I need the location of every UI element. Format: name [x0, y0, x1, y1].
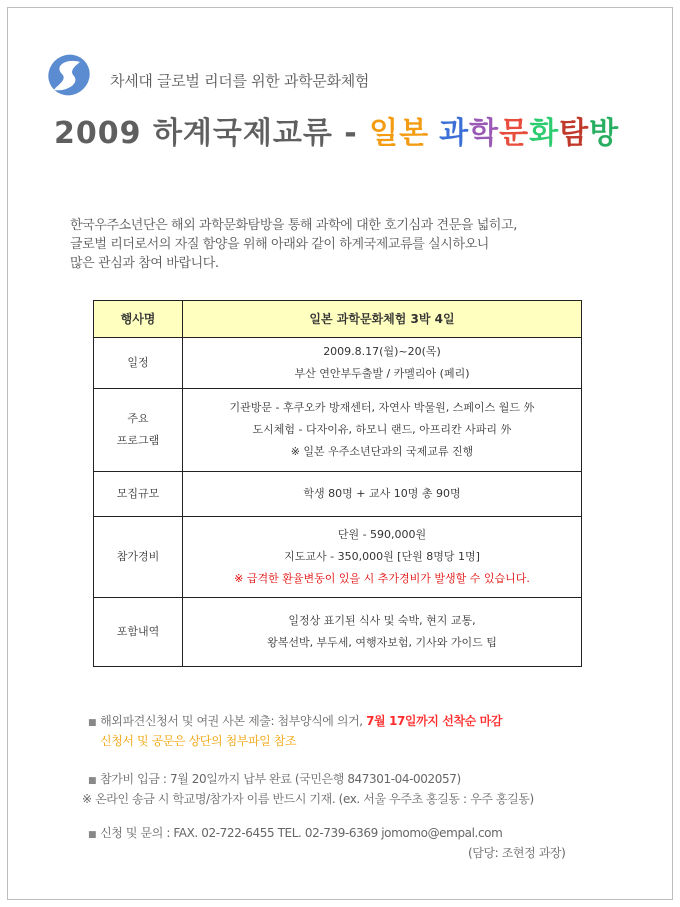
row-value-line: 부산 연안부두출발 / 카멜리아 (페리) — [294, 367, 470, 380]
row-label-line: 프로그램 — [116, 434, 160, 447]
row-value-line: ※ 급격한 환율변동이 있을 시 추가경비가 발생할 수 있습니다. — [234, 572, 530, 585]
title-prefix: 2009 하계국제교류 - — [54, 116, 370, 151]
contact-person: (담당: 조현정 과장) — [468, 846, 566, 860]
row-label — [94, 338, 183, 389]
title-char: 방 — [589, 116, 620, 151]
contact-text: 신청 및 문의 : FAX. 02-722-6455 TEL. 02-739-6369 jomomo@empal.com — [100, 826, 503, 840]
row-value — [183, 389, 582, 472]
row-label-line: 포함내역 — [116, 625, 160, 638]
row-label-line: 주요 — [127, 412, 149, 425]
organization-logo-icon — [46, 52, 92, 98]
row-value-line: 도시체험 - 다자이유, 하모니 랜드, 아프리칸 사파리 外 — [252, 423, 512, 436]
table-row — [94, 389, 582, 472]
note-text: ※ 온라인 송금 시 학교명/참가자 이름 반드시 기재. (ex. 서울 우주초 홍길동 : 우주 홍길동) — [82, 792, 534, 806]
title-char: 과 — [439, 116, 470, 151]
event-table — [93, 300, 582, 667]
row-value — [183, 517, 582, 598]
note-text: 참가비 입금 : 7월 20일까지 납부 완료 (국민은행 847301-04-002057) — [100, 772, 461, 786]
bullet-icon: ■ — [88, 718, 97, 728]
intro-line: 글로벌 리더로서의 자질 함양을 위해 아래와 같이 하계국제교류를 실시하오니 — [70, 237, 489, 252]
title-colored — [369, 116, 619, 151]
subtitle: 차세대 글로벌 리더를 위한 과학문화체험 — [110, 72, 370, 90]
table-row — [94, 472, 582, 517]
title-char: 탐 — [559, 116, 590, 151]
row-value-line: ※ 일본 우주소년단과의 국제교류 진행 — [290, 445, 474, 458]
table-row — [94, 598, 582, 667]
table-header-row — [94, 301, 582, 338]
deadline-text: 7월 17일까지 선착순 마감 — [366, 714, 503, 728]
row-label-line: 참가경비 — [116, 550, 160, 563]
main-title — [54, 108, 619, 152]
row-value — [183, 338, 582, 389]
row-value-line: 2009.8.17(월)~20(목) — [323, 345, 441, 358]
row-label — [94, 472, 183, 517]
table-row — [94, 517, 582, 598]
row-value — [183, 598, 582, 667]
header-value: 일본 과학문화체험 3박 4일 — [183, 301, 582, 338]
bullet-icon: ■ — [88, 830, 97, 840]
row-label-line: 일정 — [127, 356, 149, 369]
row-label-line: 모집규모 — [116, 487, 160, 500]
row-label — [94, 598, 183, 667]
row-value-line: 왕복선박, 부두세, 여행자보험, 기사와 가이드 팁 — [267, 636, 497, 649]
row-value-line: 기관방문 - 후쿠오카 방재센터, 자연사 박물원, 스페이스 월드 外 — [229, 401, 535, 414]
attachment-note: 신청서 및 공문은 상단의 첨부파일 참조 — [100, 734, 297, 748]
intro-paragraph — [70, 216, 630, 273]
row-value — [183, 472, 582, 517]
row-value-line: 단원 - 590,000원 — [337, 528, 427, 541]
title-char: 본 — [399, 116, 430, 151]
note-payment — [82, 770, 534, 808]
intro-line: 한국우주소년단은 해외 과학문화탐방을 통해 과학에 대한 호기심과 견문을 넓히고, — [70, 218, 517, 233]
note-text: 해외파견신청서 및 여권 사본 제출: 첨부양식에 의거, — [100, 714, 367, 728]
title-char: 학 — [469, 116, 500, 151]
note-application — [88, 712, 502, 750]
bullet-icon: ■ — [88, 776, 97, 786]
row-value-line: 학생 80명 + 교사 10명 총 90명 — [303, 487, 461, 500]
title-char: 화 — [529, 116, 560, 151]
row-value-line: 일정상 표기된 식사 및 숙박, 현지 교통, — [288, 614, 476, 627]
note-contact — [88, 824, 565, 862]
row-value-line: 지도교사 - 350,000원 [단원 8명당 1명] — [284, 550, 480, 563]
table-row — [94, 338, 582, 389]
header-label: 행사명 — [94, 301, 183, 338]
title-char: 문 — [499, 116, 530, 151]
row-label — [94, 389, 183, 472]
title-char: 일 — [369, 116, 400, 151]
poster-frame — [7, 7, 673, 900]
row-label — [94, 517, 183, 598]
intro-line: 많은 관심과 참여 바랍니다. — [70, 256, 219, 271]
